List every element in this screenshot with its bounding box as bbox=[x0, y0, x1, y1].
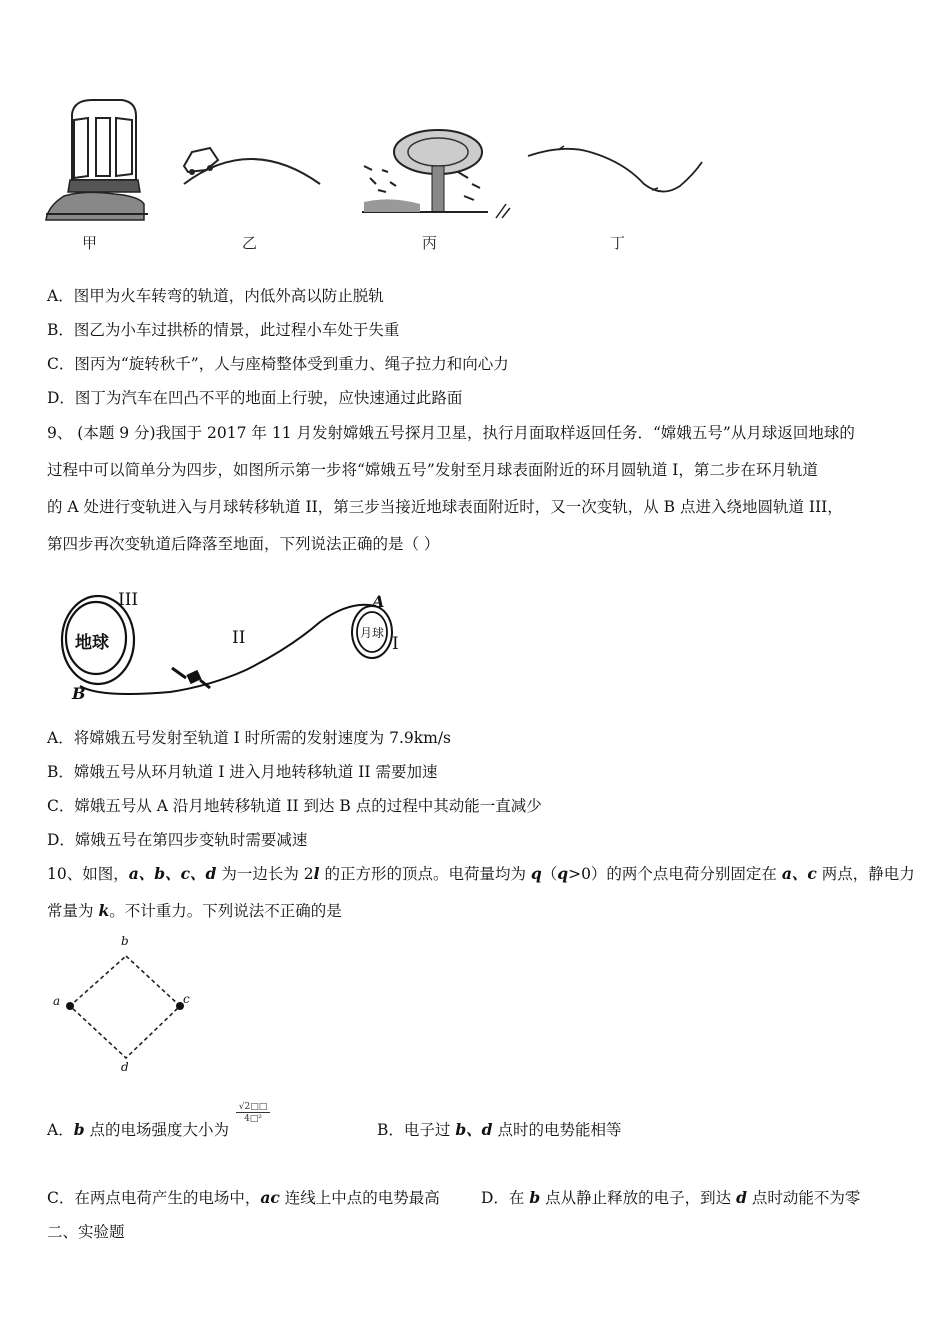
q9-option-a: A．将嫦娥五号发射至轨道 I 时所需的发射速度为 7.9km/s bbox=[47, 729, 452, 747]
q10-var-q: q bbox=[530, 864, 542, 883]
figure-label-bing: 丙 bbox=[422, 234, 438, 252]
q8-option-b: B．图乙为小车过拱桥的情景，此过程小车处于失重 bbox=[47, 321, 400, 339]
q10-d-prefix: D．在 bbox=[481, 1189, 530, 1207]
q10-a-text: 点的电场强度大小为 bbox=[84, 1121, 229, 1139]
q10-b-prefix: B．电子过 bbox=[377, 1121, 456, 1139]
q10-c-var: ac bbox=[260, 1188, 280, 1207]
q10-stem-line-2 bbox=[47, 901, 342, 921]
figure-label-jia: 甲 bbox=[82, 234, 98, 252]
charge-a bbox=[66, 1002, 74, 1010]
q10-a-var: b bbox=[73, 1120, 85, 1139]
label-orbit-iii: III bbox=[118, 590, 139, 610]
figure-yi-arch-bridge bbox=[176, 140, 326, 190]
q10-text-1b: 为一边长为 2 bbox=[216, 865, 314, 883]
q9-stem-line-1: 9、 (本题 9 分)我国于 2017 年 11 月发射嫦娥五号探月卫星，执行月面取样返回任务．“嫦娥五号”从月球返回地球的 bbox=[47, 424, 855, 442]
label-vertex-a: a bbox=[53, 994, 61, 1008]
spacecraft-icon bbox=[172, 668, 210, 688]
label-vertex-b: b bbox=[121, 934, 129, 948]
q10-d-text: 点时动能不为零 bbox=[746, 1189, 861, 1207]
q10-var-l: l bbox=[313, 864, 320, 883]
q10-a-fraction-denominator: 4□² bbox=[244, 1114, 262, 1124]
q10-text-1f: 两点，静电力 bbox=[816, 865, 915, 883]
label-earth: 地球 bbox=[75, 633, 109, 653]
q10-option-c bbox=[47, 1188, 440, 1208]
q8-option-a: A．图甲为火车转弯的轨道，内低外高以防止脱轨 bbox=[47, 287, 384, 305]
q10-option-b bbox=[377, 1120, 621, 1140]
q8-option-d: D．图丁为汽车在凹凸不平的地面上行驶，应快速通过此路面 bbox=[47, 389, 463, 407]
figure-ding-bumpy-road bbox=[524, 144, 706, 200]
q8-option-c: C．图丙为“旋转秋千”，人与座椅整体受到重力、绳子拉力和向心力 bbox=[47, 355, 509, 373]
q10-d-mid: 点从静止释放的电子，到达 bbox=[540, 1189, 737, 1207]
q9-option-d: D．嫦娥五号在第四步变轨时需要减速 bbox=[47, 831, 308, 849]
q9-stem-line-3: 的 A 处进行变轨进入与月球转移轨道 II，第三步当接近地球表面附近时，又一次变轨，从 B 点进入绕地圆轨道 III， bbox=[47, 498, 843, 516]
q9-stem-line-4: 第四步再次变轨道后降落至地面，下列说法正确的是（ ） bbox=[47, 535, 440, 553]
section-heading-experiment: 二、实验题 bbox=[47, 1223, 125, 1241]
q10-c-text: 连线上中点的电势最高 bbox=[279, 1189, 440, 1207]
q10-text-2b: 。不计重力。下列说法不正确的是 bbox=[109, 902, 342, 920]
q10-var-q2: q bbox=[557, 864, 569, 883]
figure-jia-train-track bbox=[44, 96, 154, 226]
label-vertex-d: d bbox=[121, 1060, 129, 1074]
q10-text-1e: >0）的两个点电荷分别固定在 bbox=[568, 865, 782, 883]
label-vertex-c: c bbox=[183, 992, 190, 1006]
label-moon: 月球 bbox=[360, 626, 385, 640]
figure-label-ding: 丁 bbox=[610, 234, 626, 252]
q10-a-prefix: A． bbox=[47, 1121, 74, 1139]
q9-stem-line-2: 过程中可以简单分为四步，如图所示第一步将“嫦娥五号”发射至月球表面附近的环月圆轨道 I，第二步在环月轨道 bbox=[47, 461, 818, 479]
q10-b-text: 点时的电势能相等 bbox=[492, 1121, 622, 1139]
q9-option-c: C．嫦娥五号从 A 沿月地转移轨道 II 到达 B 点的过程中其动能一直减少 bbox=[47, 797, 542, 815]
q10-vertex-vars: a、b、c、d bbox=[128, 864, 217, 883]
figure-bing-swing-ride bbox=[360, 126, 490, 218]
q10-option-d bbox=[481, 1188, 860, 1208]
figure-label-yi: 乙 bbox=[242, 234, 258, 252]
q10-text-1c: 的正方形的顶点。电荷量均为 bbox=[319, 865, 531, 883]
q10-stem-line-1 bbox=[47, 864, 915, 884]
q10-square-diagram bbox=[60, 950, 190, 1070]
q10-text-1d: （ bbox=[541, 865, 558, 883]
q10-var-k: k bbox=[98, 901, 110, 920]
q10-var-ac: a、c bbox=[781, 864, 817, 883]
label-point-b: B bbox=[72, 684, 86, 703]
q10-text-1a: 10、如图， bbox=[47, 865, 129, 883]
label-orbit-ii: II bbox=[232, 628, 246, 648]
q10-d-var2: d bbox=[736, 1188, 747, 1207]
q10-c-prefix: C．在两点电荷产生的电场中， bbox=[47, 1189, 261, 1207]
label-orbit-i: I bbox=[392, 634, 399, 654]
label-point-a: A bbox=[372, 592, 385, 611]
q10-b-vars: b、d bbox=[455, 1120, 493, 1139]
q10-d-var1: b bbox=[529, 1188, 541, 1207]
q10-a-fraction-numerator: √2□□ bbox=[236, 1102, 270, 1113]
q10-text-2a: 常量为 bbox=[47, 902, 99, 920]
q9-option-b: B．嫦娥五号从环月轨道 I 进入月地转移轨道 II 需要加速 bbox=[47, 763, 438, 781]
q10-option-a bbox=[47, 1120, 229, 1140]
